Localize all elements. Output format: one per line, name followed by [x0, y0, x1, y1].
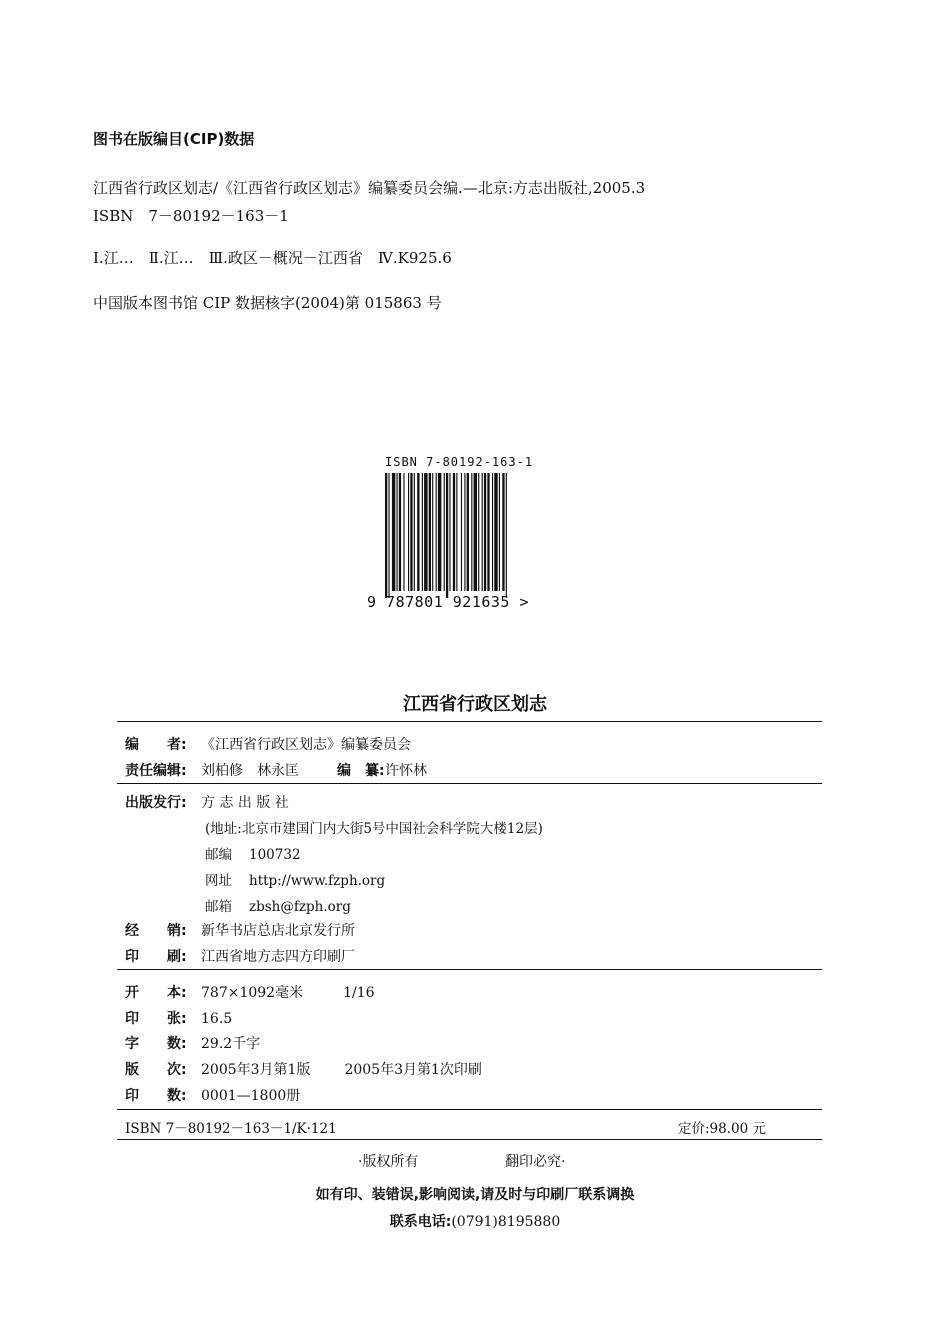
- email-label: 邮箱: [205, 899, 232, 915]
- compiler-value: 许怀林: [385, 763, 427, 779]
- contact-value: (0791)8195880: [451, 1214, 561, 1230]
- editor-label: 编 者:: [125, 737, 187, 753]
- cip-heading: 图书在版编目(CIP)数据: [93, 130, 255, 148]
- barcode-bar: [464, 473, 465, 591]
- copies-label: 印 数:: [125, 1088, 187, 1104]
- barcode-bar: [499, 473, 500, 591]
- words-row: [125, 1033, 260, 1053]
- barcode-bar: [471, 473, 472, 591]
- barcode-bar: [506, 473, 507, 598]
- publisher-address: (地址:北京市建国门内大街5号中国社会科学院大楼12层): [205, 821, 543, 837]
- barcode-bar: [408, 473, 409, 591]
- divider-credits: [117, 783, 822, 784]
- barcode-bar: [410, 473, 412, 591]
- format-fraction: 1/16: [343, 985, 375, 1001]
- compiler-label: 编 纂:: [337, 763, 385, 779]
- words-label: 字 数:: [125, 1036, 187, 1052]
- barcode-digits: 9 787801 921635 >: [367, 593, 530, 611]
- sheets-value: 16.5: [201, 1011, 233, 1027]
- copyright-left: ·版权所有: [358, 1154, 419, 1170]
- barcode-bar: [444, 473, 445, 591]
- responsible-editor-row: [125, 760, 427, 780]
- distributor-label: 经 销:: [125, 923, 187, 939]
- publisher-row: [125, 792, 289, 812]
- publisher-name: 方 志 出 版 社: [201, 795, 289, 811]
- email-row: [205, 895, 351, 915]
- format-label: 开 本:: [125, 985, 187, 1001]
- edition-label: 版 次:: [125, 1062, 187, 1078]
- contact-row: [0, 1211, 950, 1231]
- sheets-label: 印 张:: [125, 1011, 187, 1027]
- barcode-bar: [392, 473, 395, 591]
- edition-row: [125, 1059, 482, 1079]
- divider-specs: [117, 1109, 822, 1110]
- footer-isbn: ISBN 7－80192－163－1/K·121: [125, 1121, 337, 1137]
- barcode-bar: [388, 473, 389, 598]
- barcode-bar: [446, 473, 448, 598]
- barcode-bar: [417, 473, 419, 591]
- barcode-bar: [414, 473, 415, 591]
- copyright-right: 翻印必究·: [505, 1154, 566, 1170]
- publisher-label: 出版发行:: [125, 795, 187, 811]
- email-value: zbsh@fzph.org: [249, 899, 351, 915]
- contact-label: 联系电话:: [389, 1214, 452, 1230]
- barcode-bar: [429, 473, 431, 591]
- editor-row: [125, 734, 411, 754]
- barcode-bar: [492, 473, 493, 591]
- barcode-bar: [494, 473, 497, 591]
- barcode-bars: [367, 473, 557, 598]
- distributor-value: 新华书店总店北京发行所: [201, 923, 355, 939]
- website-row: [205, 869, 385, 889]
- printing-value: 2005年3月第1次印刷: [344, 1062, 482, 1078]
- barcode-bar: [484, 473, 486, 591]
- website-value: http://www.fzph.org: [249, 873, 386, 889]
- barcode-bar: [478, 473, 479, 591]
- barcode-bar: [399, 473, 401, 591]
- barcode-bar: [453, 473, 455, 591]
- divider-publisher: [117, 969, 822, 970]
- editor-value: 《江西省行政区划志》编纂委员会: [201, 737, 411, 753]
- barcode-bar: [502, 473, 504, 591]
- postcode-value: 100732: [249, 847, 301, 863]
- divider-bottom: [117, 1139, 822, 1140]
- error-notice: 如有印、装错误,影响阅读,请及时与印刷厂联系调换: [315, 1187, 635, 1203]
- book-title: 江西省行政区划志: [403, 694, 547, 715]
- responsible-editor-value: 刘柏修 林永匡: [201, 763, 299, 779]
- barcode-bar: [436, 473, 437, 591]
- barcode-bar: [461, 473, 462, 591]
- barcode-bar: [422, 473, 423, 591]
- cip-record-line: 中国版本图书馆 CIP 数据核字(2004)第 015863 号: [93, 294, 442, 312]
- format-value: 787×1092毫米: [201, 985, 304, 1001]
- barcode-bar: [432, 473, 433, 591]
- cip-title-line: 江西省行政区划志/《江西省行政区划志》编纂委员会编.—北京:方志出版社,2005.3: [93, 179, 646, 197]
- barcode-isbn-text: ISBN 7-80192-163-1: [385, 455, 534, 469]
- barcode-bar: [403, 473, 404, 591]
- edition-value: 2005年3月第1版: [201, 1062, 311, 1078]
- barcode-bar: [474, 473, 477, 591]
- postcode-label: 邮编: [205, 847, 232, 863]
- copies-value: 0001—1800册: [201, 1088, 301, 1104]
- distributor-row: [125, 920, 355, 940]
- postcode-row: [205, 843, 301, 863]
- divider-top: [117, 721, 822, 722]
- printer-label: 印 刷:: [125, 949, 187, 965]
- cip-classification-line: Ⅰ.江… Ⅱ.江… Ⅲ.政区－概况－江西省 Ⅳ.K925.6: [93, 249, 452, 267]
- copies-row: [125, 1085, 300, 1105]
- barcode-bar: [482, 473, 483, 591]
- isbn-barcode: [367, 455, 577, 615]
- printer-value: 江西省地方志四方印刷厂: [201, 949, 355, 965]
- barcode-bar: [385, 473, 387, 598]
- barcode-bar: [397, 473, 398, 591]
- barcode-bar: [424, 473, 427, 591]
- barcode-bar: [487, 473, 489, 591]
- printer-row: [125, 946, 355, 966]
- barcode-bar: [438, 473, 441, 591]
- barcode-bar: [449, 473, 450, 591]
- format-row: [125, 982, 375, 1002]
- cip-isbn-line: ISBN 7－80192－163－1: [93, 207, 289, 225]
- barcode-bar: [467, 473, 469, 591]
- barcode-bar: [456, 473, 457, 591]
- price: 定价:98.00 元: [678, 1121, 766, 1137]
- words-value: 29.2千字: [201, 1036, 261, 1052]
- sheets-row: [125, 1008, 232, 1028]
- responsible-editor-label: 责任编辑:: [125, 763, 187, 779]
- website-label: 网址: [205, 873, 232, 889]
